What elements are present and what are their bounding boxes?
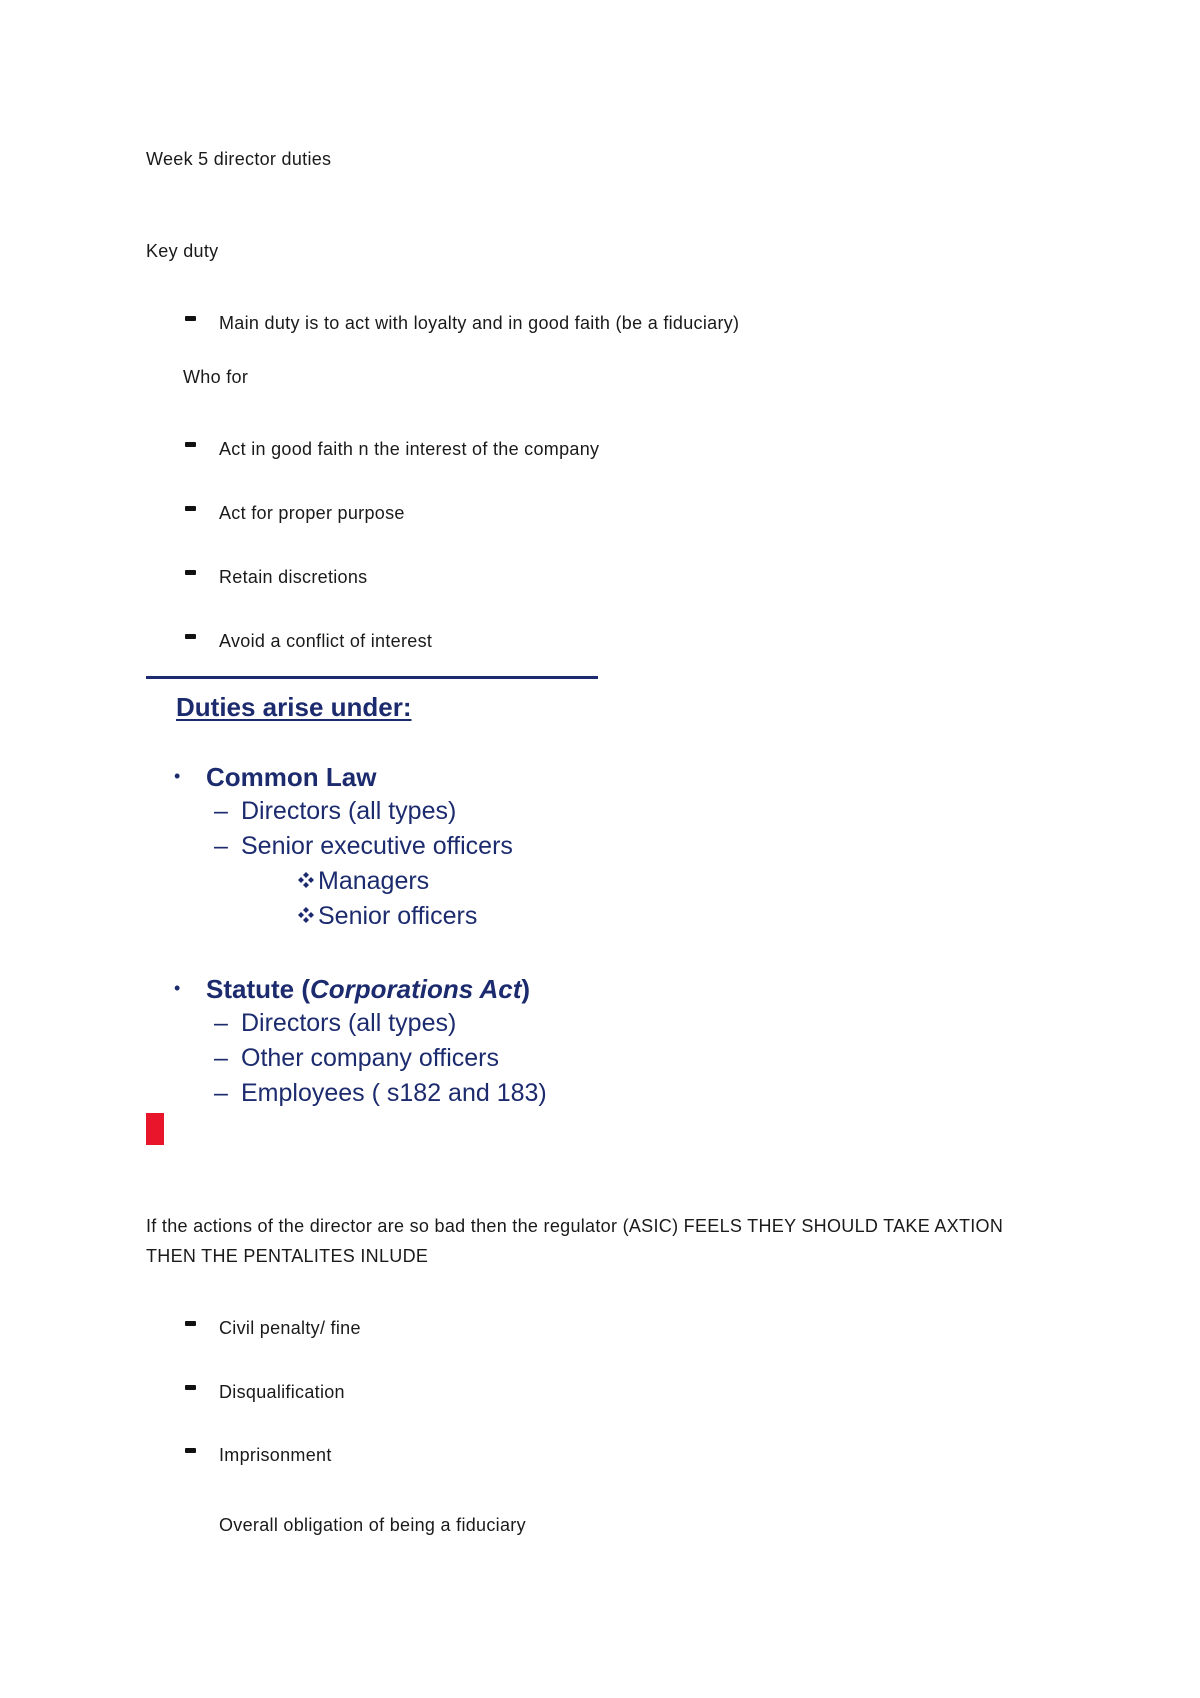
slide-dash: – xyxy=(214,1009,228,1037)
closing-line: Overall obligation of being a fiduciary xyxy=(219,1515,526,1535)
penalties-paragraph-line2: THEN THE PENTALITES INLUDE xyxy=(146,1246,429,1266)
slide-common-law-item: Senior executive officers xyxy=(241,832,513,860)
slide-bullet: • xyxy=(174,978,181,998)
slide-sub-item: Managers xyxy=(318,867,430,895)
list-dash-icon xyxy=(185,442,196,447)
list-dash-icon xyxy=(185,1385,196,1390)
slide-statute-item: Employees ( s182 and 183) xyxy=(241,1079,547,1107)
who-for-item: Avoid a conflict of interest xyxy=(219,631,433,651)
list-dash-icon xyxy=(185,634,196,639)
slide-dash: – xyxy=(214,1079,228,1107)
red-marker xyxy=(146,1113,164,1145)
who-for-item: Act for proper purpose xyxy=(219,503,405,523)
slide-dash: – xyxy=(214,1044,228,1072)
key-duty-heading: Key duty xyxy=(146,241,219,261)
slide-title: Duties arise under: xyxy=(176,692,412,722)
slide-statute-act: Corporations Act xyxy=(310,974,522,1004)
list-dash-icon xyxy=(185,1448,196,1453)
slide-statute-prefix: Statute ( xyxy=(206,974,310,1004)
slide-statute xyxy=(206,974,530,1005)
diamond-bullet-icon xyxy=(298,872,314,888)
slide-image xyxy=(146,676,602,1146)
slide-statute-item: Directors (all types) xyxy=(241,1009,457,1037)
main-duty-item: Main duty is to act with loyalty and in good faith (be a fiduciary) xyxy=(219,313,740,333)
slide-common-law-item: Directors (all types) xyxy=(241,797,457,825)
slide-dash: – xyxy=(214,832,228,860)
who-for-item: Retain discretions xyxy=(219,567,368,587)
penalty-item: Civil penalty/ fine xyxy=(219,1318,361,1338)
penalty-item: Imprisonment xyxy=(219,1445,332,1465)
list-dash-icon xyxy=(185,316,196,321)
slide-bullet: • xyxy=(174,766,181,786)
who-for-item: Act in good faith n the interest of the company xyxy=(219,439,600,459)
slide-statute-item: Other company officers xyxy=(241,1044,499,1072)
slide-dash: – xyxy=(214,797,228,825)
who-for-heading: Who for xyxy=(183,367,249,387)
slide-statute-suffix: ) xyxy=(521,974,531,1004)
list-dash-icon xyxy=(185,506,196,511)
diamond-bullet-icon xyxy=(298,907,314,923)
slide-sub-item: Senior officers xyxy=(318,902,478,930)
penalty-item: Disqualification xyxy=(219,1382,345,1402)
list-dash-icon xyxy=(185,570,196,575)
list-dash-icon xyxy=(185,1321,196,1326)
document-title: Week 5 director duties xyxy=(146,149,332,169)
slide-common-law: Common Law xyxy=(206,762,377,792)
penalties-paragraph-line1: If the actions of the director are so bad then the regulator (ASIC) FEELS THEY SHOULD TAKE AXTION xyxy=(146,1216,1004,1236)
slide-top-rule xyxy=(146,676,598,679)
